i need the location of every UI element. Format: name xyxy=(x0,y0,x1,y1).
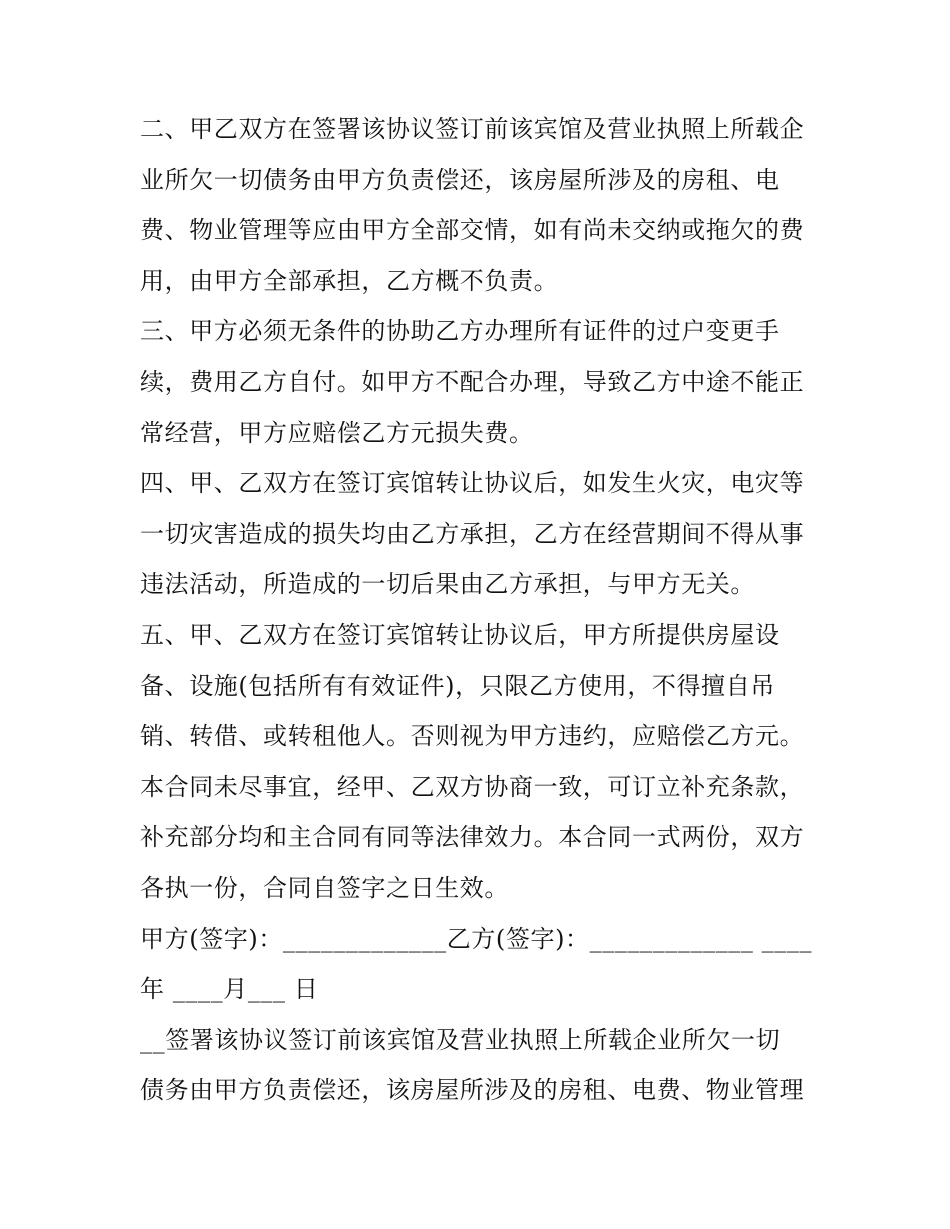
text-line: 五、甲、乙双方在签订宾馆转让协议后，甲方所提供房屋设 xyxy=(140,620,780,649)
document-page xyxy=(140,104,830,1116)
text-line: 销、转借、或转租他人。否则视为甲方违约，应赔偿乙方元。 xyxy=(140,722,805,751)
text-line: 二、甲乙双方在签署该协议签订前该宾馆及营业执照上所载企 xyxy=(140,115,805,143)
text-line: 常经营，甲方应赔偿乙方元损失费。 xyxy=(140,418,534,447)
text-line: 业所欠一切债务由甲方负责偿还，该房屋所涉及的房租、电 xyxy=(140,165,780,194)
text-line: 债务由甲方负责偿还，该房屋所涉及的房租、电费、物业管理 xyxy=(140,1076,805,1105)
text-line: 费、物业管理等应由甲方全部交情，如有尚未交纳或拖欠的费 xyxy=(140,216,805,245)
text-line: 违法活动，所造成的一切后果由乙方承担，与甲方无关。 xyxy=(140,570,755,599)
text-line: 补充部分均和主合同有同等法律效力。本合同一式两份，双方 xyxy=(140,823,805,852)
signature-line: 甲方(签字)：_____________乙方(签字)：_____________ ____ xyxy=(140,924,813,953)
text-line: 本合同未尽事宜，经甲、乙双方协商一致，可订立补充条款， xyxy=(140,772,805,801)
text-line: 续，费用乙方自付。如甲方不配合办理，导致乙方中途不能正 xyxy=(140,367,805,396)
text-line: __签署该协议签订前该宾馆及营业执照上所载企业所欠一切 xyxy=(140,1025,781,1054)
text-line: 用，由甲方全部承担，乙方概不负责。 xyxy=(140,266,559,295)
text-line: 四、甲、乙双方在签订宾馆转让协议后，如发生火灾，电灾等 xyxy=(140,469,805,498)
text-line: 各执一份，合同自签字之日生效。 xyxy=(140,873,509,902)
text-line: 一切灾害造成的损失均由乙方承担，乙方在经营期间不得从事 xyxy=(140,519,805,548)
text-line: 三、甲方必须无条件的协助乙方办理所有证件的过户变更手 xyxy=(140,317,780,346)
date-line: 年 ____月___ 日 xyxy=(140,975,319,1004)
text-line: 备、设施(包括所有有效证件)，只限乙方使用，不得擅自吊 xyxy=(140,671,775,700)
